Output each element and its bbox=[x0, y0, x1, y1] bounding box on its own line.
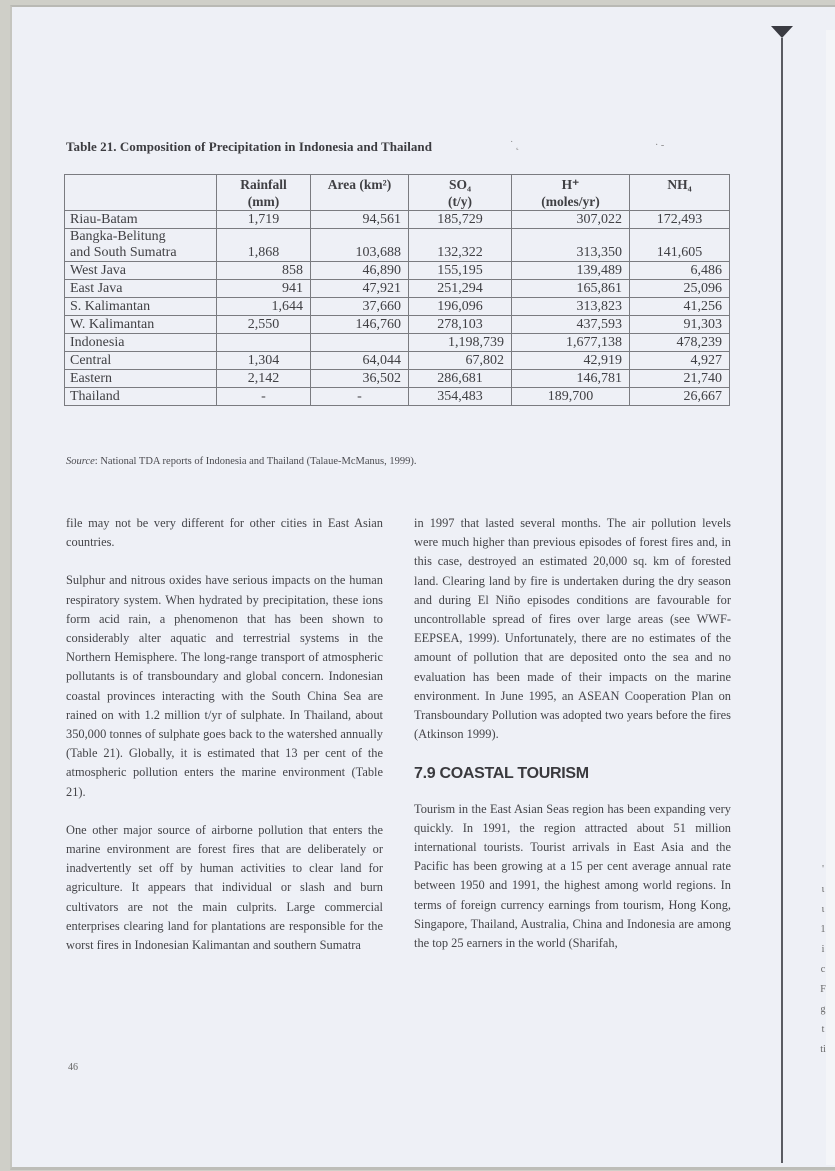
table-row: W. Kalimantan 2,550 146,760 278,103 437,593 91,303 bbox=[65, 316, 730, 334]
paragraph: in 1997 that lasted several months. The air pollution levels were much higher than previous episodes of forest fires and, in this case, destroyed an estimated 20,000 sq. km of forested land. Clearing land by fire is undertaken during the dry season and during El Niño episodes conditions are favourable for uncontrollable spread of fires over large areas (see WWF-EEPSEA, 1999). Unfortunately, there are no estimates of the amount of pollution that are deposited onto the sea and no evaluation has been made of their impacts on the marine environment. In June 1995, an ASEAN Cooperation Plan on Transboundary Pollution was adopted two years before the fires (Atkinson 1999). bbox=[414, 516, 731, 742]
scan-speck: · ‐ bbox=[655, 140, 665, 151]
table-source-note: Source: National TDA reports of Indonesia and Thailand (Talaue-McManus, 1999). bbox=[66, 456, 417, 467]
left-text-column bbox=[66, 514, 383, 974]
paragraph: Sulphur and nitrous oxides have serious impacts on the human respiratory system. When hydrated by precipitation, these ions form acid rain, a phenomenon that has been shown to considerably alter aquatic and terrestrial systems in the Northern Hemisphere. The long-range transport of atmospheric pollutants is of transboundary and global concern. Indonesian coastal provinces interacting with the South China Sea are rained on with 1.2 million t/yr of sulphate. In Thailand, about 350,000 tonnes of sulphate goes back to the watershed annually (Table 21). Globally, it is estimated that 13 per cent of the atmospheric pollution enters the marine environment (Table 21). bbox=[66, 573, 383, 799]
table-row: Thailand - - 354,483 189,700 26,667 bbox=[65, 388, 730, 406]
section-heading: 7.9 COASTAL TOURISM bbox=[414, 765, 589, 783]
page-number: 46 bbox=[68, 1062, 78, 1073]
table-row: Central 1,304 64,044 67,802 42,919 4,927 bbox=[65, 352, 730, 370]
header-h: H⁺ (moles/yr) bbox=[512, 175, 630, 211]
table-row: S. Kalimantan 1,644 37,660 196,096 313,823 41,256 bbox=[65, 298, 730, 316]
paragraph: Tourism in the East Asian Seas region has been expanding very quickly. In 1991, the region attracted about 51 million international tourists. Tourist arrivals in East Asia and the Pacific has been growing at a 15 per cent average annual rate between 1950 and 1991, the highest among world regions. In terms of foreign currency earnings from tourism, Hong Kong, Singapore, Thailand, Australia, China and Indonesia are among the top 25 earners in the world (Sharifah, bbox=[414, 801, 731, 951]
header-area: Area (km²) bbox=[311, 175, 409, 211]
header-nh4: NH₄ bbox=[630, 175, 730, 211]
precipitation-table bbox=[64, 174, 730, 406]
right-text-column bbox=[414, 514, 731, 972]
table-row: Riau-Batam 1,719 94,561 185,729 307,022 172,493 bbox=[65, 211, 730, 229]
table-row: East Java 941 47,921 251,294 165,861 25,096 bbox=[65, 280, 730, 298]
table-header-row bbox=[65, 175, 730, 211]
table-row: West Java 858 46,890 155,195 139,489 6,486 bbox=[65, 262, 730, 280]
table-row: Indonesia 1,198,739 1,677,138 478,239 bbox=[65, 334, 730, 352]
paragraph: One other major source of airborne pollution that enters the marine environment are forest fires that are deliberately or inadvertently set off by human activities to clear land for agriculture. It appears that individual or slash and burn cultivators are not the main culprits. Large commercial enterprises clearing land for plantations are responsible for the worst fires in Indonesian Kalimantan and southern Sumatra bbox=[66, 822, 383, 953]
table-row: Eastern 2,142 36,502 286,681 146,781 21,740 bbox=[65, 370, 730, 388]
paragraph: file may not be very different for other cities in East Asian countries. bbox=[66, 516, 383, 550]
margin-bleed-text: ' ι ι 1 i c F g t ti bbox=[820, 864, 826, 1055]
binding-rule-cap bbox=[771, 26, 793, 38]
binding-rule bbox=[781, 38, 783, 1163]
table-title: Table 21. Composition of Precipitation in Indonesia and Thailand bbox=[66, 139, 432, 154]
header-region bbox=[65, 175, 217, 211]
table-row: Bangka-Belitung and South Sumatra 1,868 103,688 132,322 313,350 141,605 bbox=[65, 229, 730, 262]
scan-speck: ˙ ˛ bbox=[510, 140, 520, 151]
header-rainfall: Rainfall (mm) bbox=[217, 175, 311, 211]
header-so4: SO₄ (t/y) bbox=[409, 175, 512, 211]
